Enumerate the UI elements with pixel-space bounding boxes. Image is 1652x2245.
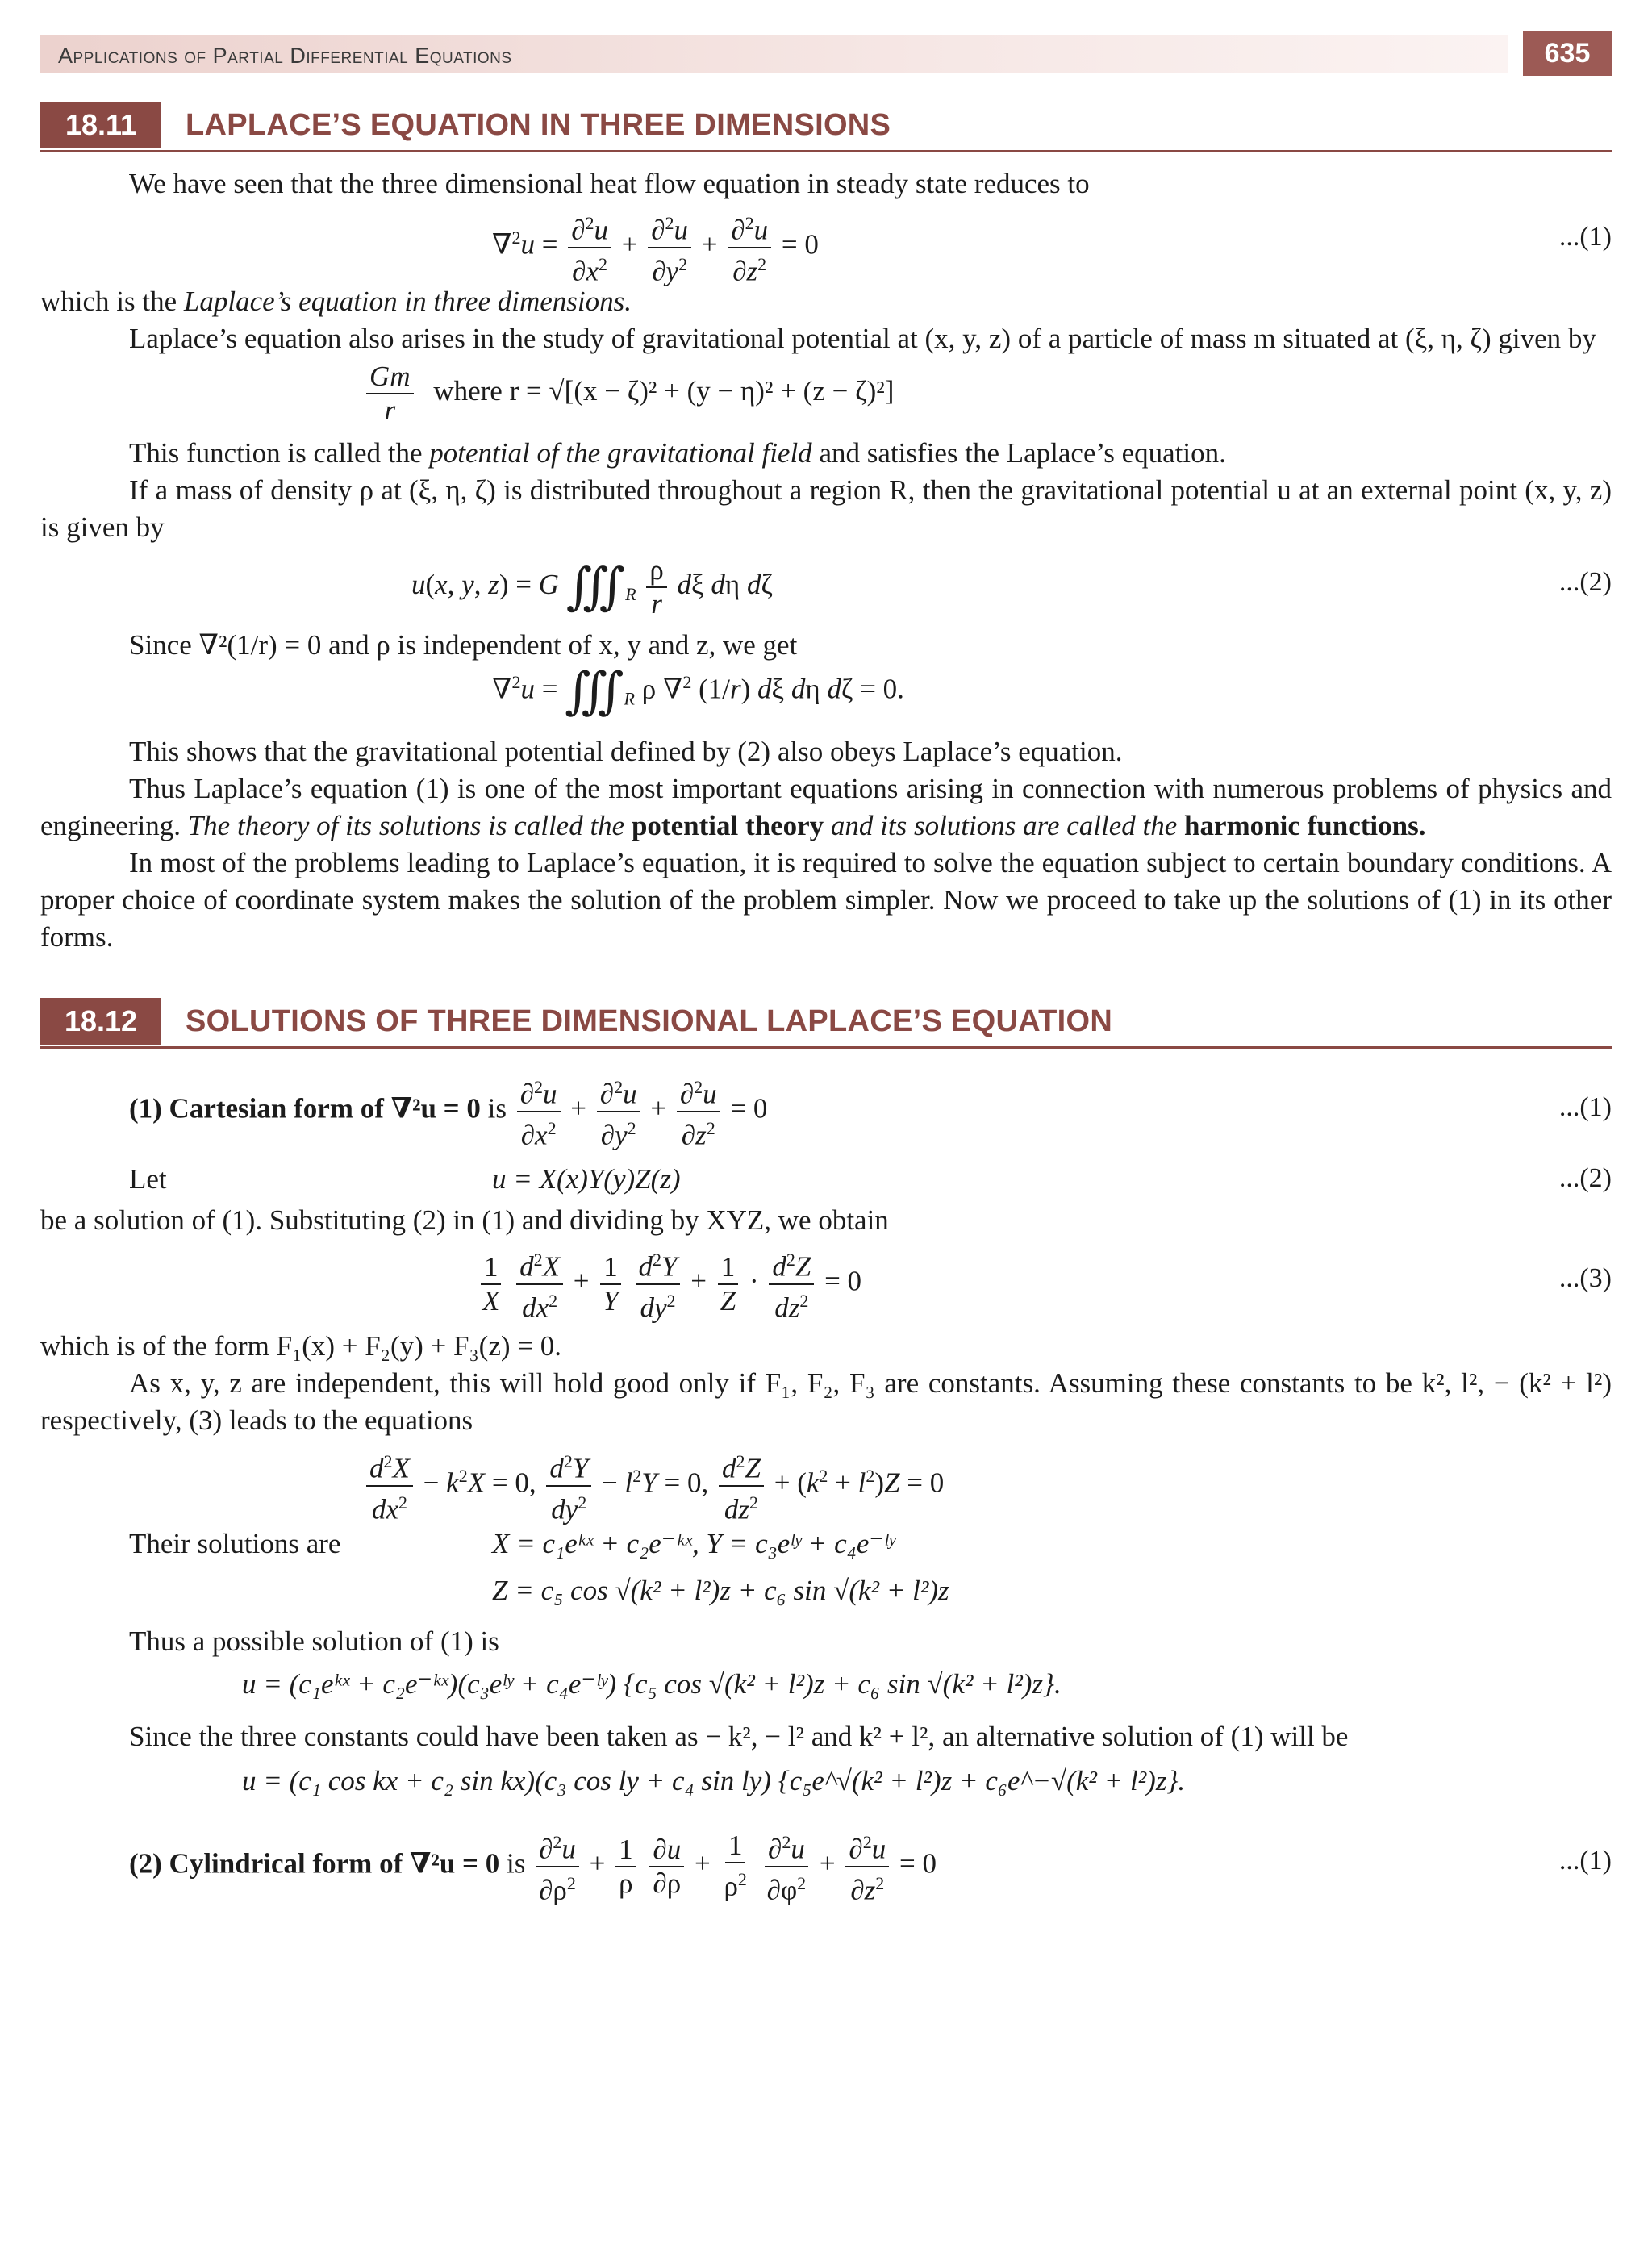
equation-separated: $\frac{1}{X}$ $\frac{d^2X}{dx^2}$ + $\frac{1}{Y}$ $\frac{d^2Y}{dy^2}$ + $\frac{1}{Z}$ · $\frac{d^2Z}{dz^2}$ = 0 ...(3) [40,1239,1612,1328]
equation-number: ...(2) [1558,567,1612,597]
paragraph: which is of the form F₁(x) + F₂(y) + F₃(z) = 0. [40,1330,562,1362]
running-title: Applications of Partial Differential Equations [58,44,512,68]
paragraph: In most of the problems leading to Laplace’s equation, it is required to solve the equation subject to certain boundary conditions. A proper choice of coordinate system makes the solution of the problem simpler. Now we proceed to take up the solutions of (1) in its other forms. [40,847,1612,953]
section-number: 18.12 [40,998,161,1045]
paragraph: Laplace’s equation also arises in the study of gravitational potential at (x, y, z) of a particle of mass m situated at (ξ, η, ζ) given by [129,323,1596,354]
equation-number: ...(1) [1558,1846,1612,1876]
equation-let: Let u = X(x)Y(y)Z(z) ...(2) [129,1163,1612,1195]
section-heading-18-11 [40,102,1612,152]
equation-cartesian: (1) Cartesian form of ∇²u = 0 is $\frac{\partial^2u}{\partial x^2}$ + $\frac{\partial^2u}{\partial y^2}$ + $\frac{\partial^2u}{\partial z^2}$ = 0 ...(1) [40,1065,1612,1163]
paragraph: If a mass of density ρ at (ξ, η, ζ) is distributed throughout a region R, then the gravitational potential u at an external point (x, y, z) is given by [40,474,1612,543]
section-number: 18.11 [40,102,161,148]
equation-laplace: ∇$^2$u = $\frac{\partial^2u}{\partial x^2}$ + $\frac{\partial^2u}{\partial y^2}$ + $\frac{\partial^2u}{\partial z^2}$ = 0 ...(1) [40,202,1612,283]
paragraph: Since the three constants could have been taken as − k², − l² and k² + l², an alternative solution of (1) will be [129,1721,1349,1752]
paragraph: Thus Laplace’s equation (1) is one of the most important equations arising in connection with numerous problems of physics and engineering. The theory of its solutions is called the potential theory and its solutions are called the harmonic functions. [40,773,1612,841]
equation-ode-system: $\frac{d^2X}{dx^2}$ − $k^2X = 0$, $\frac{d^2Y}{dy^2}$ − $l^2Y = 0$, $\frac{d^2Z}{dz^2}$ + $(k^2 + l^2)Z = 0$ [40,1439,1612,1528]
paragraph: Since ∇²(1/r) = 0 and ρ is independent of x, y and z, we get [129,629,798,661]
section-heading-18-12 [40,998,1612,1049]
section-title: SOLUTIONS OF THREE DIMENSIONAL LAPLACE’S EQUATION [186,1004,1113,1038]
equation-general-solution: u = (c₁eᵏˣ + c₂e⁻ᵏˣ)(c₃eˡʸ + c₄e⁻ˡʸ) {c₅ cos √(k² + l²)z + c₆ sin √(k² + l²)z}. [242,1668,1062,1700]
equation-solutions-xy: Their solutions are X = c₁eᵏˣ + c₂e⁻ᵏˣ, Y = c₃eˡʸ + c₄e⁻ˡʸ [129,1528,895,1559]
equation-number: ...(1) [1558,1092,1612,1122]
section-title: LAPLACE’S EQUATION IN THREE DIMENSIONS [186,108,891,142]
equation-solution-z: Z = c₅ cos √(k² + l²)z + c₆ sin √(k² + l²)z [492,1575,949,1606]
equation-number: ...(1) [1558,222,1612,252]
paragraph: We have seen that the three dimensional heat flow equation in steady state reduces to [129,168,1090,199]
equation-gm: $\frac{Gm}{r}$ where r = √[(x − ζ)² + (y − η)² + (z − ζ)²] [40,357,1612,435]
equation-number: ...(2) [1558,1163,1612,1193]
page-number: 635 [1523,31,1612,76]
paragraph: This shows that the gravitational potential defined by (2) also obeys Laplace’s equation. [129,736,1123,767]
running-header [40,31,1612,76]
page [40,31,1612,1912]
paragraph: which is the Laplace’s equation in three dimensions. [40,286,632,317]
equation-laplacian-u: $\nabla^2u = ∭_R$ ρ ∇$^2$ (1/r) dξ dη dζ = 0. [492,664,904,720]
paragraph: Thus a possible solution of (1) is [129,1625,499,1657]
paragraph: This function is called the potential of the gravitational field and satisfies the Laplace’s equation. [129,437,1226,469]
equation-cylindrical: (2) Cylindrical form of ∇²u = 0 is $\frac{\partial^2u}{\partial\rho^2}$ + $\frac{1}{\rho}$ $\frac{\partial u}{\partial\rho}$ + $\frac{1}{\rho^2}$ $\frac{\partial^2u}{\partial\varphi^2}$ + $\frac{\partial^2u}{\partial z^2}$ = 0 ...(1) [40,1823,1612,1912]
paragraph: As x, y, z are independent, this will hold good only if F₁, F₂, F₃ are constants. Assuming these constants to be k², l², − (k² + l²) respectively, (3) leads to the equations [40,1367,1612,1436]
equation-potential: u(x, y, z) = G $∭_R$ $\frac{\rho}{r}$ dξ dη dζ ...(2) [411,554,1612,620]
equation-number: ...(3) [1558,1263,1612,1293]
paragraph: be a solution of (1). Substituting (2) in (1) and dividing by XYZ, we obtain [40,1204,889,1236]
equation-alternative-solution: u = (c₁ cos kx + c₂ sin kx)(c₃ cos ly + c₄ sin ly) {c₅e^√(k² + l²)z + c₆e^−√(k² + l²)z}. [242,1765,1186,1796]
